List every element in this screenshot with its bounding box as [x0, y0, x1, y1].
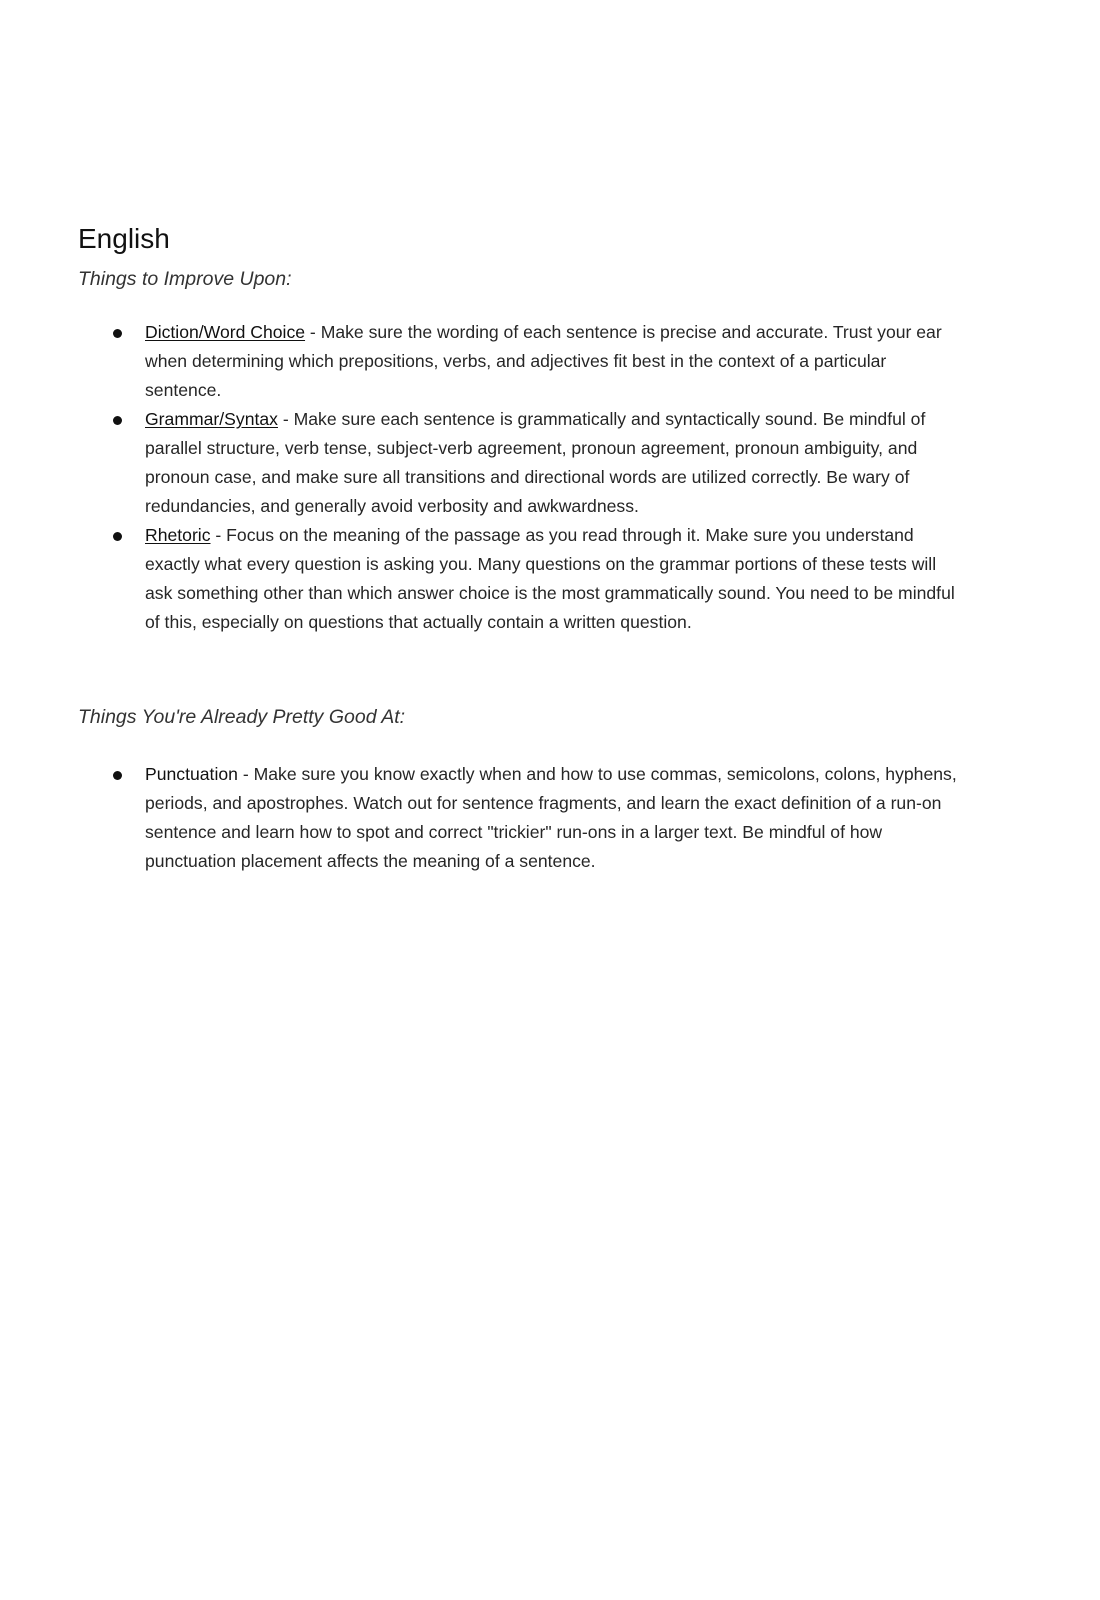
term-separator: -	[305, 322, 321, 342]
term-separator: -	[277, 409, 294, 429]
item-description: Focus on the meaning of the passage as you read through it. Make sure you understand exactly what every question is asking you. Many questions on the grammar portions of these tests will ask something other than which answer choice is the most grammatically sound. You need to be mindful of this, especially on questions that actually contain a written question.	[145, 525, 955, 632]
list-item	[0, 405, 1100, 521]
term-separator: -	[237, 764, 254, 784]
section-heading-improve: Things to Improve Upon:	[78, 268, 292, 290]
bullet-icon	[113, 416, 122, 425]
list-item	[0, 521, 1100, 637]
improve-list	[0, 318, 1100, 637]
section-heading-good-at: Things You're Already Pretty Good At:	[78, 706, 406, 728]
item-description: Make sure you know exactly when and how to use commas, semicolons, colons, hyphens, periods, and apostrophes. Watch out for sentence fragments, and learn the exact definition of a run-on sentence and learn how to spot and correct "trickier" run-ons in a larger text. Be mindful of how punctuation placement affects the meaning of a sentence.	[145, 764, 957, 871]
page-title: English	[78, 223, 170, 254]
bullet-icon	[113, 771, 122, 780]
term-grammar: Grammar/Syntax	[145, 409, 278, 429]
item-description: Make sure each sentence is grammatically and syntactically sound. Be mindful of parallel structure, verb tense, subject-verb agreement, pronoun agreement, pronoun ambiguity, and pronoun case, and make sure all transitions and directional words are utilized correctly. Be wary of redundancies, and generally avoid verbosity and awkwardness.	[145, 409, 926, 516]
bullet-icon	[113, 532, 122, 541]
item-description: Make sure the wording of each sentence is precise and accurate. Trust your ear when determining which prepositions, verbs, and adjectives fit best in the context of a particular sentence.	[145, 322, 942, 400]
term-punctuation: Punctuation	[145, 764, 238, 784]
list-item	[0, 318, 1100, 405]
bullet-icon	[113, 329, 122, 338]
term-rhetoric: Rhetoric	[145, 525, 211, 545]
term-separator: -	[210, 525, 227, 545]
list-item	[0, 760, 1100, 876]
good-at-list	[0, 760, 1100, 876]
term-diction: Diction/Word Choice	[145, 322, 306, 342]
